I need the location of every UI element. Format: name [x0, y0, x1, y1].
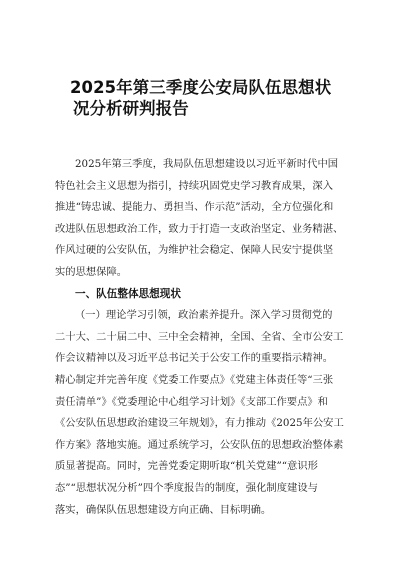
paragraph-line: 作会议精神以及习近平总书记关于公安工作的重要指示精神。: [55, 352, 334, 365]
paragraph-line: 二十大、二十届二中、三中全会精神，全国、全省、全市公安工: [55, 330, 344, 343]
title-line-2: 况分析研判报告: [73, 99, 189, 118]
paragraph-line: 责任清单”》《党委理论中心组学习计划》《支部工作要点》和: [55, 395, 328, 408]
paragraph-line: 落实，确保队伍思想建设方向正确、目标明确。: [55, 503, 272, 516]
intro-line: 推进“铸忠诚、提能力、勇担当、作示范”活动，全方位强化和: [55, 201, 334, 214]
title-line-1: 2025年第三季度公安局队伍思想状: [70, 78, 332, 97]
intro-line: 改进队伍思想政治工作，致力于打造一支政治坚定、业务精湛、: [55, 222, 344, 235]
paragraph-line: 《公安队伍思想政治建设三年规划》，有力推动《2025年公安工: [55, 417, 344, 430]
intro-line: 特色社会主义思想为指引，持续巩固党史学习教育成果，深入: [55, 179, 334, 192]
document-body: [55, 154, 360, 521]
paragraph-line: 作方案》落地实施。通过系统学习，公安队伍的思想政治整体素: [55, 438, 344, 451]
section1-paragraph-1: [55, 305, 360, 521]
intro-line: 作风过硬的公安队伍，为维护社会稳定、保障人民安宁提供坚: [55, 244, 334, 257]
paragraph-line: 态”“思想状况分析”四个季度报告的制度，强化制度建设与: [55, 481, 318, 494]
intro-line: 实的思想保障。: [55, 265, 128, 278]
section-heading-1: 一、队伍整体思想现状: [75, 287, 181, 300]
document-title: [70, 77, 370, 119]
paragraph-line: 精心制定并完善年度《党委工作要点》《党建主体责任等“三张: [55, 373, 334, 386]
paragraph-line: 质显著提高。同时，完善党委定期听取“机关党建”“意识形: [55, 460, 318, 473]
paragraph-line: （一）理论学习引领，政治素养提升。深入学习贯彻党的: [75, 309, 333, 322]
intro-line: 2025年第三季度，我局队伍思想建设以习近平新时代中国: [75, 158, 339, 170]
intro-paragraph: [55, 154, 360, 284]
